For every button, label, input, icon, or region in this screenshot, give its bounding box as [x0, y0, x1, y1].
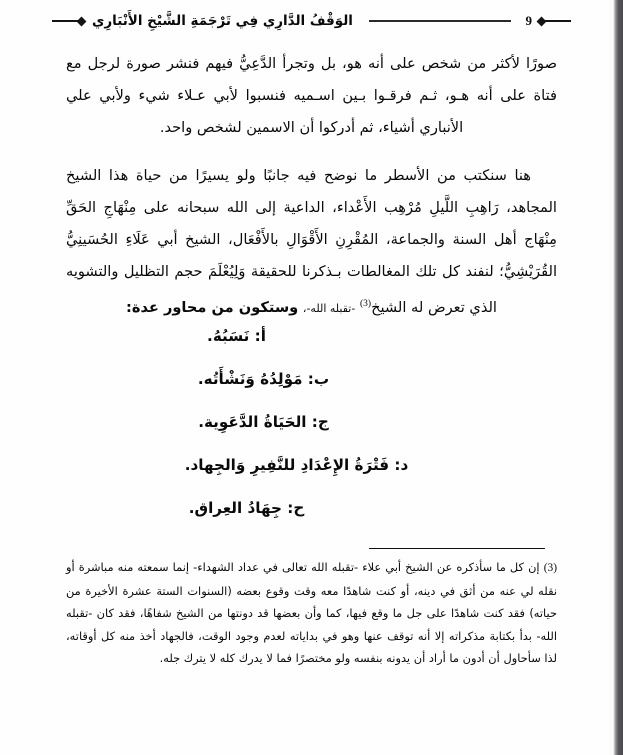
scan-edge-inner — [609, 0, 613, 755]
header-ornament-right-icon — [52, 18, 85, 25]
scan-edge-shadow — [613, 0, 623, 755]
footnote-separator — [369, 548, 545, 549]
outline-item-h: ح: جِهَادُ العِراق. — [188, 499, 305, 517]
paragraph-2 — [66, 160, 557, 325]
header-rule — [369, 20, 511, 21]
footnote-text: إن كل ما سأذكره عن الشيخ أبي علاء -تقبله الله تعالى في عداد الشهداء- إنما سمعته منه مباشرة أو نقله لي عنه من أثق في دينه، أو كنت شاهدًا معه وقت وقوع بعضه (السنوات الستة عشرة الأخيرة من حياته) فقد كنت شاهدًا على جل ما وقع فيها، كما وأن بعضها قد دونتها من الشيخ شفاهًا، فقد كان -تقبله الله- بدأ بكتابة مذكراته إلا أنه توقف عنها وهو في بداياته لعدم وجود الوقت، فالجهاد أخذ منه كل أوقاته، لذا سأحاول أن أدون ما أراد أن يدونه بنفسه ولو مختصرًا فما لا يدرك كله لا يترك جله. — [66, 560, 557, 665]
paragraph-2-text: هنا سنكتب من الأسطر ما نوضح فيه جانبًا ولو يسيرًا من حياة هذا الشيخ المجاهد، رَاهِبِ اللَّيلِ مُرْهِب الأَعْداء، الداعية إلى الله سبحانه على مِنْهَاجِ الحَقِّ مِنْهَاج أهل السنة والجماعة، المُقْرِنِ الأَقْوَالِ بالأَفْعَال، الشيخ أبي عَلَاءِ الحُسَينِيُّ القُرَيْشِيُّ؛ لنفند كل تلك المغالطات بـذكرنا للحقيقة وَلِيُعْلَمَ حجم التظليل والتشويه الذي تعرض له الشيخ — [66, 167, 557, 316]
running-header — [52, 8, 571, 34]
footnote-reference-marker: (3) — [359, 299, 372, 309]
outline-item-a: أ: نَسَبُهُ. — [207, 327, 266, 345]
chapter-outline-list — [66, 326, 557, 541]
body-text-column — [66, 48, 557, 325]
paragraph-1: صورًا لأكثر من شخص على أنه هو، بل وتجرأ الدَّعِيُّ فيهم فنشر صورة لرجل مع فتاة على أنه هـو، ثـم فرقـوا بـين اسـميه فنسبوا لأبي عـلاء شيء ولأبي علي الأنباري أشياء، ثم أدركوا أن الاسمين لشخص واحد. — [66, 55, 557, 136]
footnote-number: (3) — [543, 562, 557, 574]
outline-item-c: ج: الحَيَاةُ الدَّعَوِية. — [198, 413, 329, 431]
outline-item-d: د: فَتْرَةُ الإِعْدَادِ للنَّفِيرِ وَالجِهاد. — [184, 456, 409, 474]
header-ornament-left-icon — [538, 18, 571, 25]
paragraph-2-dua: -تقبله الله-، — [302, 301, 356, 315]
page-number: 9 — [525, 13, 532, 28]
outline-item-b: ب: مَوْلِدُهُ وَنَشْأَتُه. — [197, 370, 330, 388]
footnote-3 — [66, 556, 557, 670]
book-title: الوَقْفُ الدَّارِي فِي تَرْجَمَةِ الشَّيْخِ الأَنْبَارِي — [92, 12, 353, 29]
paragraph-2-conclusion: وستكون من محاور عدة: — [126, 298, 299, 316]
